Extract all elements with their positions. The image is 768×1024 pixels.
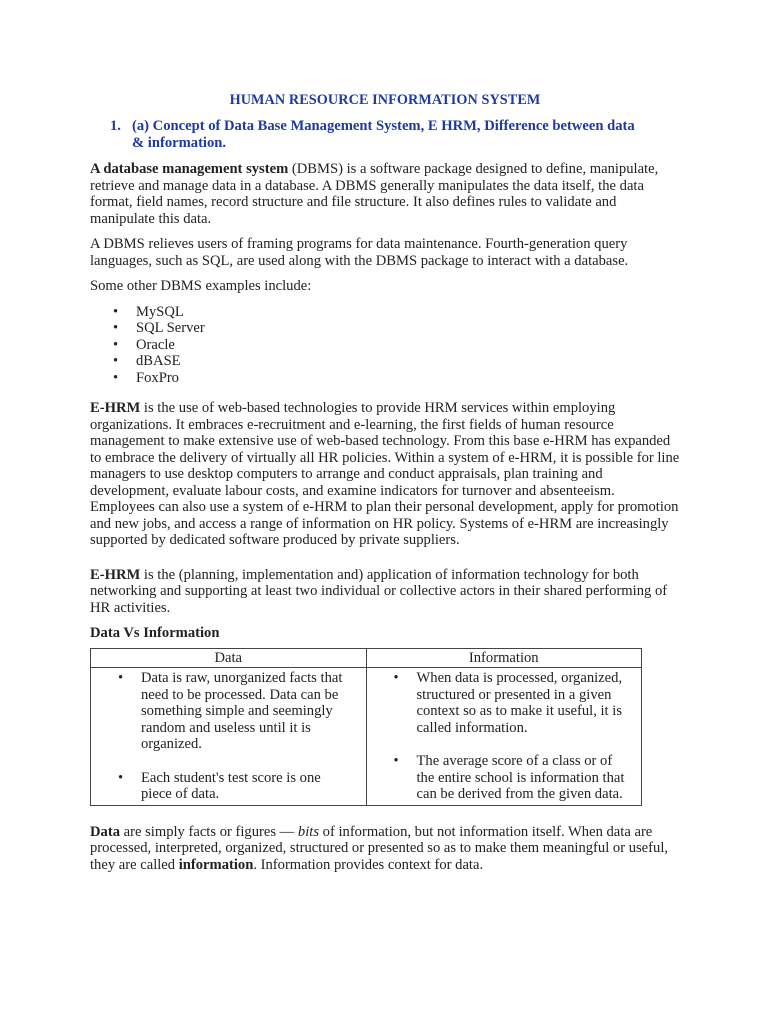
ehrm-term: E-HRM [90, 400, 141, 416]
information-cell [366, 668, 642, 806]
data-vs-information-table [90, 648, 642, 806]
dbms-definition-paragraph [90, 161, 680, 227]
list-item: • dBASE [90, 353, 680, 370]
information-word: information [178, 856, 254, 873]
ehrm-term-2: E-HRM [90, 566, 141, 583]
section-heading-text: (a) Concept of Data Base Management System, E HRM, Difference between data & information. [132, 118, 635, 151]
ehrm-text-1: is the use of web-based technologies to provide HRM services within employing organizations. It embraces e-recruitment and e-learning, the first fields of human resource management to make extensive use of web-based technology. From this base e-HRM has expanded to embrace the delivery of virtually all HR policies. Within a system of e-HRM, it is possible for line managers to use desktop computers to arrange and conduct appraisals, plan training and development, evaluate labour costs, and examine indicators for turnover and absenteeism. Employees can also use a system of e-HRM to plan their personal development, apply for promotion and new jobs, and access a range of information on HR policy. Systems of e-HRM are increasingly supported by dedicated software produced by private suppliers. [90, 400, 680, 548]
column-header-data: Data [91, 649, 367, 668]
data-word: Data [90, 823, 120, 840]
dbms-relieves-paragraph: A DBMS relieves users of framing programs for data maintenance. Fourth-generation query languages, such as SQL, are used along with the DBMS package to interact with a database. [90, 236, 629, 269]
list-item: • Data is raw, unorganized facts that need to be processed. Data can be something simple and seemingly random and useless until it is organized. [91, 670, 362, 753]
bits-word: bits [297, 823, 320, 840]
dbms-examples-intro: Some other DBMS examples include: [90, 278, 312, 294]
list-item: • The average score of a class or of the entire school is information that can be derived from the given data. [367, 753, 638, 803]
dbms-examples-list [90, 304, 680, 387]
section-heading [90, 118, 680, 152]
ehrm-paragraph-2 [90, 567, 680, 617]
closing-text-3: . Information provides context for data. [253, 856, 484, 873]
dbms-definition-text: (DBMS) is a software package designed to define, manipulate, retrieve and manage data in a database. A DBMS generally manipulates the data itself, the data format, field names, record structure and file structure. It also defines rules to validate and manipulate this data. [90, 161, 659, 227]
comparison-heading: Data Vs Information [90, 625, 220, 641]
closing-text-2: of information, but not information itself. When data are processed, interpreted, organized, structured or presented so as to make them meaningful or useful, they are called [90, 823, 669, 873]
document-title: HUMAN RESOURCE INFORMATION SYSTEM [229, 92, 541, 108]
ehrm-text-2: is the (planning, implementation and) application of information technology for both networking and supporting at least two individual or collective actors in their shared performing of HR activities. [90, 566, 668, 616]
section-number: 1. [110, 118, 121, 134]
list-item: • FoxPro [90, 370, 680, 387]
ehrm-paragraph-1 [90, 400, 680, 549]
dbms-term: A database management system [90, 161, 289, 177]
list-item: • When data is processed, organized, structured or presented in a given context so as to make it useful, it is called information. [367, 670, 638, 736]
data-cell [91, 668, 367, 806]
closing-paragraph [90, 824, 680, 874]
column-header-information: Information [366, 649, 642, 668]
list-item: • Each student's test score is one piece of data. [91, 770, 362, 803]
document-page [90, 92, 680, 882]
list-item: • SQL Server [90, 320, 680, 337]
closing-text-1: are simply facts or figures — [120, 823, 298, 840]
list-item: • Oracle [90, 337, 680, 354]
list-item: • MySQL [90, 304, 680, 321]
